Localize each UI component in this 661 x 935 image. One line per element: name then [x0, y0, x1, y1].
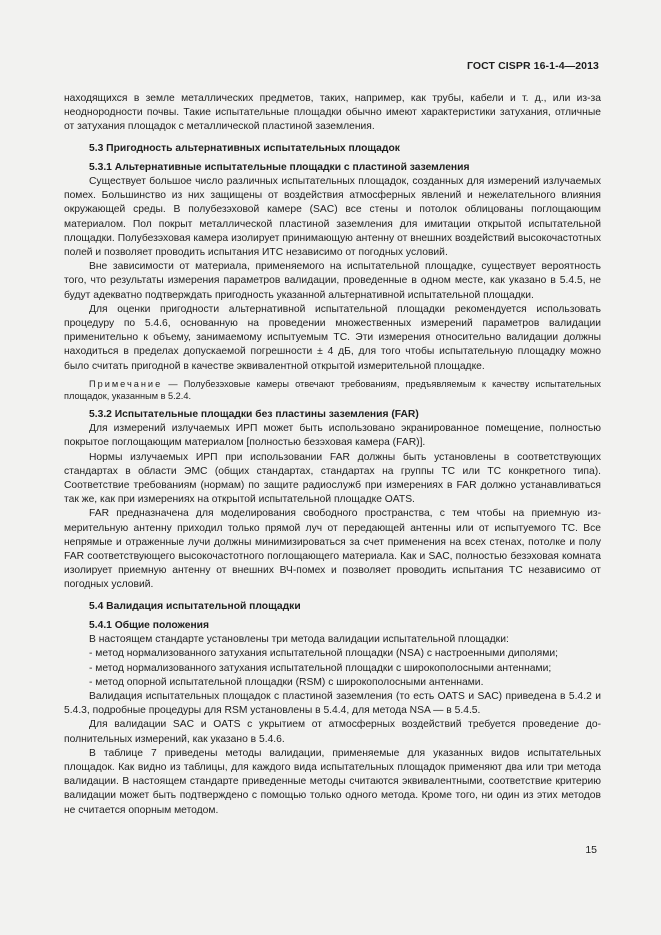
paragraph: В настоящем стандарте установлены три метода валидации испытательной площадки: — [89, 634, 509, 646]
list-item: - метод нормализованного затухания испытательной площадки с широкополосными антеннами; — [89, 662, 552, 674]
note-label: Примечание — [89, 378, 163, 389]
standard-designation: ГОСТ CISPR 16-1-4—2013 — [466, 60, 599, 72]
section-5-4-1-heading: 5.4.1 Общие положения — [89, 619, 209, 631]
paragraph: Нормы излучаемых ИРП при использовании FAR должны быть установлены в соответствующих стандартах в области ЭМС (общих стандартах, стандартах на группы ТС или ТС конкретного типа). Соответствие требованиям (нормам) по защите радиослужб при измерениях в FAR должно устанавливаться так же, как при измерениях на открытой испытательной площадке OATS. — [64, 451, 601, 506]
note-text: — Полубезэховые камеры отвечают требованиям, предъявляемым к качеству испытательных площадок, указанным в 5.2.4. — [64, 378, 601, 402]
paragraph: Существует большое число различных испытательных площадок, созданных для измерений излучаемых помех. Большинство из них защищены от воздействия атмосферных явлений и нежелательного влияния окружающей среды. В полубезэховой камере (SAC) все стены и потолок облицованы поглощающим материалом. Пол покрыт металлической пластиной заземления для имитации открытой испытательной площадки. Полубезэховая камера изолирует принимающую антенну от внешних воздействий высокочастотных полей и позволяет проводить испытания ИТС независимо от погодных условий. — [64, 176, 601, 259]
paragraph: FAR предназначена для моделирования свободного пространства, с тем чтобы на приемную измерительную антенну приходил только прямой луч от передающей антенны или от испытуемого ТС. Все непрямые и отраженные лучи должны минимизироваться за счет применения на всех стенах, потолке и полу FAR соответствующего высокочастотного поглощающего материала. Как и SAC, полностью безэховая комната изолирует приемную антенну от внешних ВЧ-помех и позволяет проводить испытания ТС независимо от погодных условий. — [64, 508, 601, 591]
list-item: - метод опорной испытательной площадки (RSM) с широкополосными антеннами. — [89, 676, 484, 688]
section-5-3-1-heading: 5.3.1 Альтернативные испытательные площадки с пластиной заземления — [89, 161, 470, 173]
section-5-3-2-heading: 5.3.2 Испытательные площадки без пластины заземления (FAR) — [89, 409, 419, 421]
paragraph: Для валидации SAC и OATS с укрытием от атмосферных воздействий требуется проведение дополнительных измерений, как указано в 5.4.6. — [64, 719, 601, 745]
section-5-4-heading: 5.4 Валидация испытательной площадки — [89, 600, 301, 612]
paragraph: Для измерений излучаемых ИРП может быть использовано экранированное помещение, полностью покрытое поглощающим материалом [полностью безэховая камера (FAR)]. — [64, 423, 601, 449]
note — [64, 378, 601, 403]
intro-paragraph: находящихся в земле металлических предметов, таких, например, как трубы, кабели и т. д., или из-за неоднородности почвы. Такие испытательные площадки обычно имеют характеристики затухания, отличные от затухания площадок с металлической пластиной заземления. — [64, 93, 601, 133]
body-text — [64, 92, 601, 818]
page-number: 15 — [585, 844, 597, 856]
section-5-3-heading: 5.3 Пригодность альтернативных испытательных площадок — [89, 142, 400, 154]
paragraph: Валидация испытательных площадок с пластиной заземления (то есть OATS и SAC) приведена в 5.4.2 и 5.4.3, подробные процедуры для RSM установлены в 5.4.4, для метода NSA — в 5.4.5. — [64, 690, 601, 717]
paragraph: Для оценки пригодности альтернативной испытательной площадки рекомендуется использовать процедуру по 5.4.6, основанную на проведении множественных измерений параметров валидации применительно к объему, занимаемому испытуемым ТС. Эти измерения относительно валидации должны находиться в пределах допускаемой погрешности ± 4 дБ, для того чтобы испытательную площадку можно было считать пригодной в качестве эквивалентной открытой измерительной площадке. — [64, 303, 601, 372]
list-item: - метод нормализованного затухания испытательной площадки (NSA) с настроенными диполями; — [89, 648, 558, 660]
paragraph: Вне зависимости от материала, применяемого на испытательной площадке, существует вероятность того, что результаты измерения параметров валидации, проведенные в одном месте, как указано в 5.4.5, не будут адекватно подтверждать пригодность указанной альтернативной испытательной площадки. — [64, 261, 601, 301]
paragraph: В таблице 7 приведены методы валидации, применяемые для указанных видов испытательных площадок. Как видно из таблицы, для каждого вида испытательных площадок применяют два или три метода валидации. В настоящем стандарте приведенные методы считаются эквивалентными, соответствие критерию валидации может быть подтверждено с помощью только одного метода. Кроме того, ни один из этих методов не считается опорным методом. — [64, 747, 601, 816]
